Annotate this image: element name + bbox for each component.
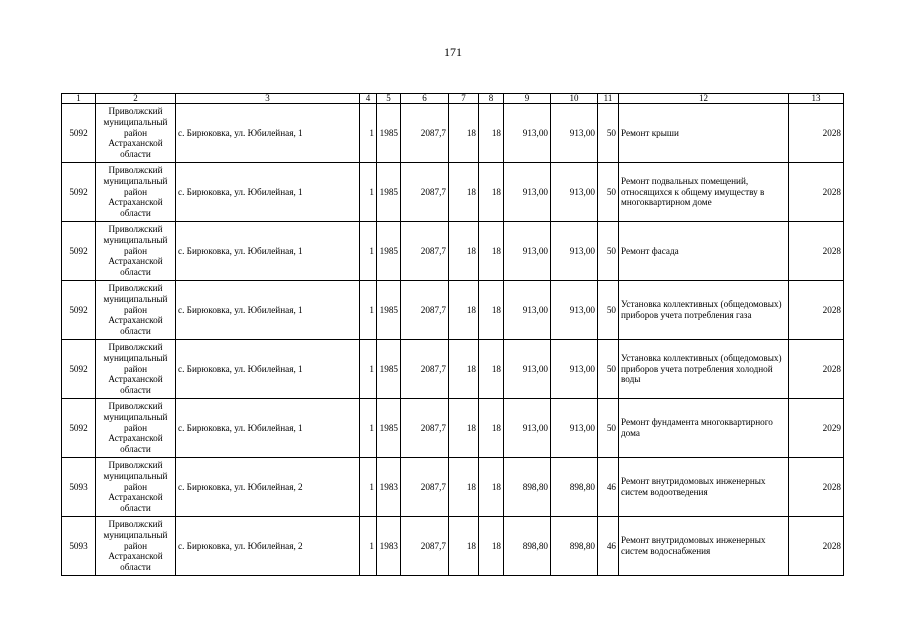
plan-year-cell: 2028: [789, 517, 844, 576]
column-header-9: 9: [504, 94, 551, 104]
col11-cell: 50: [598, 163, 619, 222]
row-id-cell: 5093: [62, 517, 96, 576]
col7-cell: 18: [449, 281, 479, 340]
year-cell: 1985: [377, 163, 401, 222]
district-cell: Приволжский муниципальный район Астраханской области: [96, 104, 176, 163]
area-cell: 2087,7: [401, 281, 449, 340]
col7-cell: 18: [449, 458, 479, 517]
plan-year-cell: 2028: [789, 104, 844, 163]
col9-cell: 913,00: [504, 163, 551, 222]
col8-cell: 18: [479, 104, 504, 163]
work-type-cell: Ремонт крыши: [619, 104, 789, 163]
col4-cell: 1: [360, 163, 377, 222]
column-header-8: 8: [479, 94, 504, 104]
column-header-4: 4: [360, 94, 377, 104]
area-cell: 2087,7: [401, 163, 449, 222]
district-cell: Приволжский муниципальный район Астраханской области: [96, 340, 176, 399]
col11-cell: 46: [598, 517, 619, 576]
table-row: [62, 517, 844, 576]
col10-cell: 913,00: [551, 340, 598, 399]
area-cell: 2087,7: [401, 399, 449, 458]
area-cell: 2087,7: [401, 222, 449, 281]
address-cell: с. Бирюковка, ул. Юбилейная, 1: [176, 104, 360, 163]
district-cell: Приволжский муниципальный район Астраханской области: [96, 222, 176, 281]
column-header-7: 7: [449, 94, 479, 104]
column-header-3: 3: [176, 94, 360, 104]
col4-cell: 1: [360, 104, 377, 163]
year-cell: 1985: [377, 340, 401, 399]
work-type-cell: Ремонт фундамента многоквартирного дома: [619, 399, 789, 458]
col8-cell: 18: [479, 399, 504, 458]
year-cell: 1985: [377, 281, 401, 340]
column-header-2: 2: [96, 94, 176, 104]
area-cell: 2087,7: [401, 517, 449, 576]
table-row: [62, 163, 844, 222]
year-cell: 1985: [377, 222, 401, 281]
col7-cell: 18: [449, 104, 479, 163]
col10-cell: 913,00: [551, 281, 598, 340]
column-header-6: 6: [401, 94, 449, 104]
work-type-cell: Ремонт внутридомовых инженерных систем водоотведения: [619, 458, 789, 517]
address-cell: с. Бирюковка, ул. Юбилейная, 1: [176, 281, 360, 340]
col8-cell: 18: [479, 163, 504, 222]
table-row: [62, 458, 844, 517]
col9-cell: 898,80: [504, 517, 551, 576]
plan-year-cell: 2028: [789, 458, 844, 517]
col7-cell: 18: [449, 399, 479, 458]
district-cell: Приволжский муниципальный район Астраханской области: [96, 163, 176, 222]
year-cell: 1983: [377, 458, 401, 517]
address-cell: с. Бирюковка, ул. Юбилейная, 2: [176, 517, 360, 576]
table-row: [62, 222, 844, 281]
year-cell: 1985: [377, 399, 401, 458]
col8-cell: 18: [479, 340, 504, 399]
address-cell: с. Бирюковка, ул. Юбилейная, 1: [176, 222, 360, 281]
plan-year-cell: 2028: [789, 340, 844, 399]
col10-cell: 898,80: [551, 458, 598, 517]
area-cell: 2087,7: [401, 104, 449, 163]
district-cell: Приволжский муниципальный район Астраханской области: [96, 458, 176, 517]
area-cell: 2087,7: [401, 340, 449, 399]
plan-year-cell: 2028: [789, 281, 844, 340]
table-row: [62, 281, 844, 340]
col11-cell: 50: [598, 104, 619, 163]
col9-cell: 898,80: [504, 458, 551, 517]
col4-cell: 1: [360, 281, 377, 340]
col11-cell: 50: [598, 281, 619, 340]
column-header-1: 1: [62, 94, 96, 104]
col4-cell: 1: [360, 340, 377, 399]
column-header-12: 12: [619, 94, 789, 104]
district-cell: Приволжский муниципальный район Астраханской области: [96, 517, 176, 576]
col7-cell: 18: [449, 340, 479, 399]
row-id-cell: 5092: [62, 222, 96, 281]
col10-cell: 898,80: [551, 517, 598, 576]
col8-cell: 18: [479, 458, 504, 517]
col4-cell: 1: [360, 458, 377, 517]
col9-cell: 913,00: [504, 281, 551, 340]
column-header-5: 5: [377, 94, 401, 104]
col9-cell: 913,00: [504, 340, 551, 399]
address-cell: с. Бирюковка, ул. Юбилейная, 1: [176, 340, 360, 399]
row-id-cell: 5092: [62, 104, 96, 163]
district-cell: Приволжский муниципальный район Астраханской области: [96, 399, 176, 458]
col11-cell: 50: [598, 399, 619, 458]
col8-cell: 18: [479, 222, 504, 281]
col8-cell: 18: [479, 281, 504, 340]
row-id-cell: 5092: [62, 340, 96, 399]
year-cell: 1985: [377, 104, 401, 163]
col7-cell: 18: [449, 517, 479, 576]
work-type-cell: Ремонт внутридомовых инженерных систем водоснабжения: [619, 517, 789, 576]
row-id-cell: 5092: [62, 399, 96, 458]
table-body: [62, 104, 844, 576]
plan-year-cell: 2028: [789, 163, 844, 222]
capital-repair-table: [61, 93, 844, 576]
col4-cell: 1: [360, 399, 377, 458]
table-row: [62, 340, 844, 399]
page-number: 171: [444, 45, 462, 59]
work-type-cell: Ремонт подвальных помещений, относящихся к общему имуществу в многоквартирном доме: [619, 163, 789, 222]
address-cell: с. Бирюковка, ул. Юбилейная, 1: [176, 399, 360, 458]
row-id-cell: 5092: [62, 163, 96, 222]
col9-cell: 913,00: [504, 399, 551, 458]
work-type-cell: Установка коллективных (общедомовых) приборов учета потребления газа: [619, 281, 789, 340]
work-type-cell: Ремонт фасада: [619, 222, 789, 281]
col9-cell: 913,00: [504, 222, 551, 281]
col7-cell: 18: [449, 163, 479, 222]
col11-cell: 50: [598, 340, 619, 399]
year-cell: 1983: [377, 517, 401, 576]
col11-cell: 50: [598, 222, 619, 281]
col10-cell: 913,00: [551, 399, 598, 458]
work-type-cell: Установка коллективных (общедомовых) приборов учета потребления холодной воды: [619, 340, 789, 399]
col10-cell: 913,00: [551, 222, 598, 281]
column-header-10: 10: [551, 94, 598, 104]
row-id-cell: 5093: [62, 458, 96, 517]
col7-cell: 18: [449, 222, 479, 281]
col9-cell: 913,00: [504, 104, 551, 163]
header-row: [62, 94, 844, 104]
address-cell: с. Бирюковка, ул. Юбилейная, 1: [176, 163, 360, 222]
plan-year-cell: 2028: [789, 222, 844, 281]
col11-cell: 46: [598, 458, 619, 517]
col10-cell: 913,00: [551, 163, 598, 222]
plan-year-cell: 2029: [789, 399, 844, 458]
table-row: [62, 399, 844, 458]
row-id-cell: 5092: [62, 281, 96, 340]
address-cell: с. Бирюковка, ул. Юбилейная, 2: [176, 458, 360, 517]
column-header-11: 11: [598, 94, 619, 104]
col10-cell: 913,00: [551, 104, 598, 163]
table-row: [62, 104, 844, 163]
col4-cell: 1: [360, 222, 377, 281]
district-cell: Приволжский муниципальный район Астраханской области: [96, 281, 176, 340]
col4-cell: 1: [360, 517, 377, 576]
col8-cell: 18: [479, 517, 504, 576]
column-header-13: 13: [789, 94, 844, 104]
area-cell: 2087,7: [401, 458, 449, 517]
